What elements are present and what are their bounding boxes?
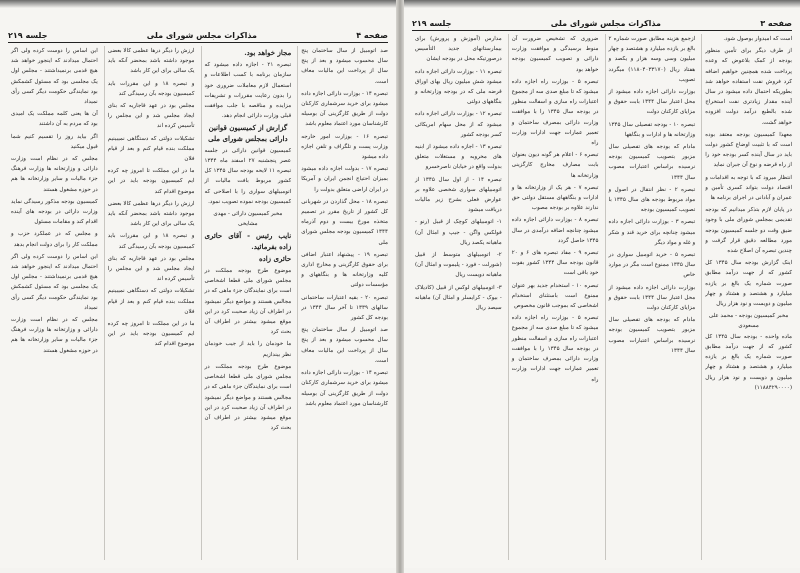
right-col-4 [412,34,502,560]
paragraph: این اساس را دوست کرده ولی اگر احتمال میدادند که اینجور خواهد شد هیچ قدمی برنمیداشتند - مجلس اول یک مجلسی بود که مسئول کشمکش بود نمایندگی حکومت دیگر کسی رأی نمیداد [11,48,98,106]
right-page [404,8,800,568]
paragraph: معهذا کمیسیون بودجه معتقد بوده است که با تثبیت اوضاع کشور دولت باید در سال آینده کسر بودجه خود را از راه قرضه و نوع آن جبران نماید [705,131,792,169]
speaker-heading: نایب رئیس - آقای حائری زاده بفرمائید. [204,231,292,251]
speech-paragraph: ما خودمان را باید از جیب خودمان نظر بیندازیم [204,341,292,358]
signature: مخبر کمیسیون بودجه - محمد علی مسعودی [708,313,789,330]
paragraph: اگر بیاید روز را تقسیم کنیم شما قبول میکنید [11,133,98,150]
paragraph: مجلس بود در عهد قاجاریه که بنای ایجاد مجلس شد و این مجلس را تأسیس کرده اند [107,255,195,283]
right-header-rule [412,30,792,31]
paragraph: تبصره ۲ - نظر انتقال در اصول و مواد مربوط بودجه های سال ۱۳۴۵ با تصویب کمیسیون بودجه [608,186,696,214]
paragraph: مادام که بودجه های تفصیلی سال مزبور بتصویب کمیسیون بودجه نرسیده براساس اعتبارات مصوب سال ۱۳۴۴ [608,144,696,181]
paragraph: تبصره ۱۹ - پیشنهاد اعتبار اضافی برای حقوق کارگزینی و مخارج اداری کلیه وزارتخانه ها و بنگاههای و مؤسسات دولتی [301,251,388,289]
paragraph: در پایان لازم بتذکر میدانیم که بودجه تقدیمی بمجلس شورای ملی با وجود ضیق وقت دو جلسه کمیسیون بودجه مورد مطالعه دقیق قرار گرفت و چندین تبصره آن اصلاح شده [705,207,792,255]
paragraph: کمیسیون بودجه مذکور رسیدگی نماید وزارت دارائی در بودجه های آینده اقدام کند و مقامات مسئول [11,198,98,226]
speaker-name: حائری زاده [258,253,292,263]
paragraph: تبصره ۱۳ - اجازه داده میشود از ابنیه های مخروبه و مستغلات متعلق بدولت واقع در خیابان ناصرخسرو [415,144,502,171]
paragraph: مادام که بودجه های تفصیلی سال مزبور بتصویب کمیسیون بودجه نرسیده براساس اعتبارات مصوب سال ۱۳۴۴ [608,317,696,354]
right-page-number: صفحه ۳ [760,18,792,28]
right-page-columns [412,34,792,560]
speech-paragraph: موضوع طرح بودجه مملکت در مجلس شورای ملی قطعا اشخاصی است برای نمایندگان جزء ماهی که در مجالس هستند و مواضع دیگر نمیشود در اطراف آن زیاد صحبت کرد در این موقع میشود بیشتر در اطراف آن بحث کرد [204,268,292,336]
left-col-4 [8,46,98,560]
paragraph: تبصره ۱۲ - بوزارت دارائی اجازه داده میشود که از محل سهام امریکائی کسر بودجه کشور [415,111,502,138]
paragraph: تبصره ۱۱ - بوزارت دارائی اجازه داده میشود شش میلیون ریال بهای اوراق قرضه ملی که در بودجه وزارتخانه و بنگاههای دولتی [415,68,502,106]
paragraph: صد اتومبیل از سال ساختمان پنج سال محسوب میشود و بعد از پنج سال از پرداخت این مالیات معاف است. [301,48,388,85]
paragraph: تبصره ۲۰ - بقیه اعتبارات ساختمانی سالهای ۱۳۳۹ تا آخر سال ۱۳۴۴ در بودجه کل کشور [301,294,388,322]
paragraph: تبصره ۶ - اعلام هر گونه دیون بعنوان بابت مصارف مخارج کارگزینی وزارتخانه ها [511,152,599,179]
paragraph: تبصره ۱۰ - استخدام جدید بهر عنوان ممنوع است باستثنای استخدام اشخاصی که بموجب قانون مخصوص [511,282,599,310]
paragraph: انتظار میرود که با توجه به اقدامات و اقتصاد دولت بتواند کسری تأمین و عمران و آبادانی در اجرای برنامه ها [705,174,792,202]
paragraph: از طرف دیگر برای تأمین منظور بودجه از کمک بلاعوض که وعده پرداخت شده همچنین خواهیم اضافه کرد فروش نفت استفاده خواهد شد بطوریکه احتمال داده میشود در سال آینده مقدار زیادتری نفت استخراج شده بالطبع درآمد دولت افزوده خواهد گشت. [705,48,792,126]
paragraph: تبصره ۷ - هر یک از وزارتخانه ها و ادارات و بنگاههای مستقل دولتی حق ندارند علاوه بر بودجه مصوب [511,184,599,212]
right-page-session: جلسه ۲۱۹ [412,18,452,28]
paragraph: و تبصره ۱۸ و این مقررات باید کمیسیون بودجه بآن رسیدگی کند [107,233,195,250]
left-page-session: جلسه ۲۱۹ [8,30,48,40]
right-col-1 [701,34,792,560]
paragraph: مدارس (آموزش و پرورش) برای بیمارستانهای جدید التأسیس درصورتیکه محل در بودجه ایشان [415,36,502,63]
paragraph: ضروری که تشخیص ضرورت آن منوط برسیدگی و موافقت وزارت دارائی و تصویب کمیسیون بودجه خواهد بود [511,36,599,73]
paragraph: تبصره ۱۰ - بودجه تفصیلی سال ۱۳۴۵ وزارتخانه ها و ادارات و بنگاهها [608,121,696,138]
right-page-header [412,16,792,30]
left-page-columns [8,46,388,560]
paragraph: ما در این مملکت تا امروز چه کرده ایم کمیسیون بودجه باید در این موضوع اقدام کند [107,321,195,348]
left-col-3 [104,46,195,560]
paragraph: صد اتومبیل از سال ساختمان پنج سال محسوب میشود و بعد از پنج سال از پرداخت این مالیات معاف است. [301,327,388,364]
paragraph: تبصره ۱۴ - بوزارت دارائی اجازه داده میشود برای خرید سرشماری کارکنان دولت از طریق کارگزینی آن بوسیله کارشناسان مورد اعتماد معلوم باشد [301,370,388,407]
report-heading: گزارش از کمیسیون قوانین دارائی بمجلس شورای ملی [208,123,288,143]
paragraph: ارزش را دیگر درها عظمی کالا بعضی موجود داشته باشد بمحضر آنکه باید یک سالی برای این کار باشد [107,200,195,228]
paragraph: تشکیلات دولتی که دستگاهی نمیبینیم مملکت بنده قیام کنم و بعد از قیام فلان [107,288,195,315]
paragraph: ارزش را دیگر درها عظمی کالا بعضی موجود داشته باشد بمحضر آنکه باید یک سالی برای این کار باشد [107,48,195,75]
paragraph: تبصره ۵ - بوزارت راه اجازه داده میشود که تا مبلغ صدی سه از مجموع اعتبارات راه سازی و اسفالت منظور در بودجه سال ۱۳۴۵ را با موافقت وزارت دارائی بمصرف ساختمان و تعمیر عمارات جهت ادارات وزارت راه [511,315,599,383]
paragraph: ماده واحده - بودجه سال ۱۳۴۵ کل کشور که از جهت درآمد مطابق صورت شماره یک بالغ بر یازده میلیارد و هشتصد و هشتاد و چهار میلیون و دویست و نود هزار ریال (۱۱۸۸۴۲۹۰۰۰۰) [705,333,792,391]
paragraph: و تبصره ۱۸ و این مقررات باید کمیسیون بودجه بآن رسیدگی کند [107,80,195,97]
paragraph: ازجمع هزینه مطابق صورت شماره ۲ بالغ بر یازده میلیارد و هشتصد و چهار میلیون وسی وسه هزار و یکصد و هفتاد ریال (۱۱۸۰۴۰۳۳۱۷۰) میگردد تصویب [608,36,696,83]
left-page-header [8,28,388,42]
left-page-title: مذاکرات مجلس شورای ملی [146,30,257,40]
right-col-2 [605,34,696,560]
left-page [0,8,396,568]
paragraph: تبصره ۱۷ - بدولت اجازه داده میشود بمیزان احتیاج انجمن ایران و آمریکا در ایران اراضی متعلق بدولت را [301,166,388,193]
paragraph: آن ها یعنی کلمه مملکت یک امیدی بود که مردم به آن داشتند [11,111,98,128]
paragraph: ما در این مملکت تا امروز چه کرده ایم کمیسیون بودجه باید در این موضوع اقدام کند [107,168,195,195]
paragraph: تبصره ۲۱ - اجازه داده میشود که سازمان برنامه با کسب اطلاعات و استعمال لازم معاملات ضروری خود را بدون رعایت مقررات و تشریفات مزایده و مناقصه با جلب موافقت قبلی وزارت دارائی انجام دهد. [204,62,292,120]
paragraph: تبصره ۱۶ - بوزارت امور خارجه وزارت پست و تلگراف و تلفن اجازه داده میشود [301,133,388,161]
left-page-number: صفحه ۴ [356,30,388,40]
paragraph: بوزارت دارائی اجازه داده میشود از محل اعتبار سال ۱۳۴۴ بابت حقوق و مزایای کارکنان دولت [608,89,696,116]
paragraph: تبصره ۱۸ - محل گذاردن در شهربانی کل کشور از تاریخ مقرر در تصمیم متخذه مورخ بیست و دوم آذرماه ۱۳۴۴ کمیسیون بودجه مجلس شورای ملی [301,198,388,246]
paragraph: تبصره ۳ - بوزارت دارائی اجازه داده میشود چنانچه برای خرید قند و شکر و غله و مواد دیگر [608,219,696,246]
paragraph: بوزارت دارائی اجازه داده میشود از محل اعتبار سال ۱۳۴۴ بابت حقوق و مزایای کارکنان دولت [608,284,696,312]
list-item: ۳- اتومبیلهای لوکس از قبیل (کادیلاک - بیوک - کرایسلر و امثال آن) ماهیانه سیصد ریال [415,284,502,312]
right-col-3 [508,34,599,560]
paragraph: تشکیلات دولتی که دستگاهی نمیبینیم مملکت بنده قیام کنم و بعد از قیام فلان [107,135,195,163]
paragraph: تبصره ۹ - مفاد تبصره های ۶ و ۲۰ قانون بودجه سال ۱۳۴۴ کشور بقوت خود باقی است [511,250,599,277]
paragraph: اینک گزارش بودجه سال ۱۳۴۵ کل کشور که از جهت درآمد مطابق صورت شماره یک بالغ بر یازده میلیارد و هشتصد و هشتاد و چهار میلیون و دویست و نود هزار ریال [705,260,792,308]
list-item: ۱- اتومبیلهای کوچک از قبیل (رنو - فولکس واگن - جیپ و امثال آن) ماهیانه یکصد ریال [415,219,502,246]
paragraph: مجلس که در نظام است وزارت دارائی و وزارتخانه ها وزارت فرهنگ جزء مالیات و سایر وزارتخانه ها هم در حوزه مشغول هستند [11,317,98,354]
paragraph: مجلس بود در عهد قاجاریه که بنای ایجاد مجلس شد و این مجلس را تأسیس کرده اند [107,103,195,130]
right-page-title: مذاکرات مجلس شورای ملی [550,18,661,28]
list-item: ۲- اتومبیلهای متوسط از قبیل (شورلت - فورد - پلیموت و امثال آن) ماهیانه دویست ریال [415,252,502,279]
signature: مخبر کمیسیون دارائی - مهدی مشایخی [213,211,283,228]
paragraph: است که امیدوار بوصول شود. [723,36,792,42]
section-heading: مجاز خواهد بود. [244,48,292,57]
paragraph: و مجلس که در عملکرد حزب و مملکت کار را برای دولت انجام بدهد [11,231,98,248]
paragraph: تبصره ۸ - بوزارت دارائی اجازه داده میشود چنانچه اضافه درآمدی در سال ۱۳۴۵ حاصل گردد [511,217,599,244]
left-col-2 [201,46,292,560]
paragraph: تبصره ۱۴ - بوزارت دارائی اجازه داده میشود برای خرید سرشماری کارکنان دولت از طریق کارگزینی آن بوسیله کارشناسان مورد اعتماد معلوم باشد [301,90,388,128]
paragraph: این اساس را دوست کرده ولی اگر احتمال میدادند که اینجور خواهد شد هیچ قدمی برنمیداشتند - مجلس اول یک مجلسی بود که مسئول کشمکش بود نمایندگی حکومت دیگر کسی رأی نمیداد [11,253,98,311]
paragraph: مجلس که در نظام است وزارت دارائی و وزارتخانه ها وزارت فرهنگ جزء مالیات و سایر وزارتخانه ها هم در حوزه مشغول هستند [11,156,98,193]
paragraph: تبصره ۵ - بوزارت راه اجازه داده میشود که تا مبلغ صدی سه از مجموع اعتبارات راه سازی و اسفالت منظور در بودجه سال ۱۳۴۵ را با موافقت وزارت دارائی بمصرف ساختمان و تعمیر عمارات جهت ادارات وزارت راه [511,78,599,147]
left-header-rule [8,42,388,43]
left-col-1 [297,46,388,560]
paragraph: تبصره ۵ - خرید اتومبیل سواری در سال ۱۳۴۵ ممنوع است مگر در موارد خاص [608,252,696,279]
speech-paragraph: موضوع طرح بودجه مملکت در مجلس شورای ملی قطعا اشخاصی است برای نمایندگان جزء ماهی که در مجالس هستند و مواضع دیگر نمیشود در اطراف آن زیاد صحبت کرد در این موقع میشود بیشتر در اطراف آن بحث کرد [204,363,292,432]
paragraph: تبصره ۱۴ - از اول سال ۱۳۴۵ از اتومبیلهای سواری شخصی علاوه بر عوارض فعلی بشرح زیر مالیات دریافت میشود [415,176,502,214]
page-fold [396,0,404,573]
paragraph: کمیسیون قوانین دارائی در جلسه عصر پنجشنبه ۲۷ اسفند ماه ۱۳۴۴ تبصره ۱۱ لایحه بودجه سال ۱۳۴۵ کل کشور مربوط بافت مالیات از اتومبیلهای سواری را با اصلاحی که کمیسیون بودجه نموده تصویب نمود. [204,147,292,205]
